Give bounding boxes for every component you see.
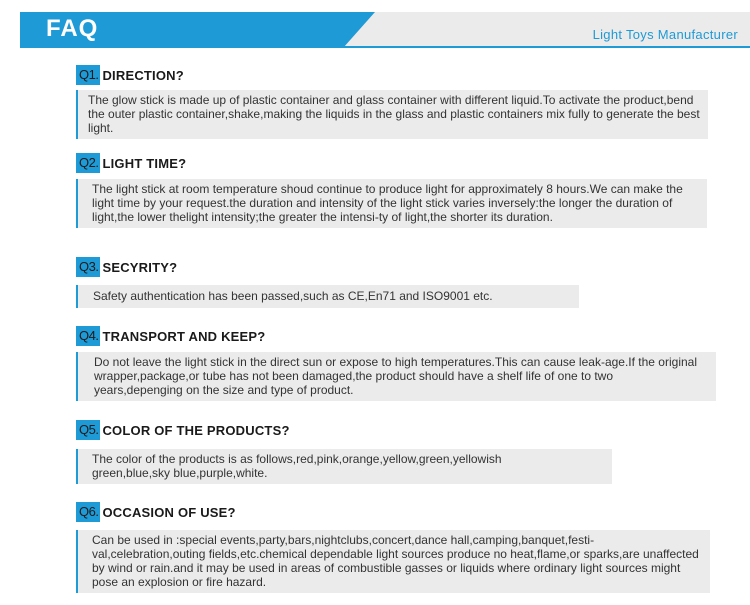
faq-item-direction — [76, 65, 708, 139]
question-number-badge: Q6. — [76, 502, 100, 522]
header-subtitle: Light Toys Manufacturer — [592, 27, 738, 42]
question-header — [76, 326, 716, 346]
question-number-badge: Q5. — [76, 420, 100, 440]
answer-box: Safety authentication has been passed,such as CE,En71 and ISO9001 etc. — [76, 285, 579, 308]
question-title: LIGHT TIME? — [102, 155, 187, 171]
question-header — [76, 153, 707, 173]
answer-box: The light stick at room temperature shoud continue to produce light for approximately 8 hours.We can make the light time by your request.the duration and intensity of the light stick varies inversely:the longer the duration of light,the lower thelight intensity;the greater the intensi-ty of light,the shorter its duration. — [76, 179, 707, 228]
question-header — [76, 257, 579, 277]
question-title: TRANSPORT AND KEEP? — [102, 328, 266, 344]
question-title: OCCASION OF USE? — [102, 504, 236, 520]
question-header — [76, 420, 612, 440]
question-number-badge: Q3. — [76, 257, 100, 277]
question-title: COLOR OF THE PRODUCTS? — [102, 422, 290, 438]
question-title: DIRECTION? — [102, 67, 184, 83]
faq-item-light-time — [76, 153, 707, 228]
question-number-badge: Q4. — [76, 326, 100, 346]
faq-item-security — [76, 257, 579, 308]
answer-box: The glow stick is made up of plastic container and glass container with different liquid.To activate the product,bend the outer plastic container,shake,making the liquids in the glass and plastic containers mix fully to generate the best light. — [76, 90, 708, 139]
header-underline — [20, 46, 750, 48]
answer-box: Do not leave the light stick in the direct sun or expose to high temperatures.This can cause leak-age.If the original wrapper,package,or tube has not been damaged,the product should have a shelf life of one to two years,depenging on the size and type of product. — [76, 352, 716, 401]
question-title: SECYRITY? — [102, 259, 178, 275]
faq-item-transport-and-keep — [76, 326, 716, 401]
page-title: FAQ — [46, 15, 99, 42]
answer-box: Can be used in :special events,party,bars,nightclubs,concert,dance hall,camping,banquet,festi-val,celebration,outing fields,etc.chemical dependable light sources produce no heat,flame,or sparks,are unaffected by wind or rain.and it may be used in areas of combustible gasses or liquids where ordinary light sources might pose an explosion or fire hazard. — [76, 530, 710, 593]
faq-item-occasion-of-use — [76, 502, 710, 593]
question-header — [76, 502, 710, 522]
question-number-badge: Q2. — [76, 153, 100, 173]
question-header — [76, 65, 708, 85]
question-number-badge: Q1. — [76, 65, 100, 85]
faq-header — [20, 12, 750, 48]
faq-item-color-of-products — [76, 420, 612, 484]
answer-box: The color of the products is as follows,red,pink,orange,yellow,green,yellowish green,blue,sky blue,purple,white. — [76, 449, 612, 484]
